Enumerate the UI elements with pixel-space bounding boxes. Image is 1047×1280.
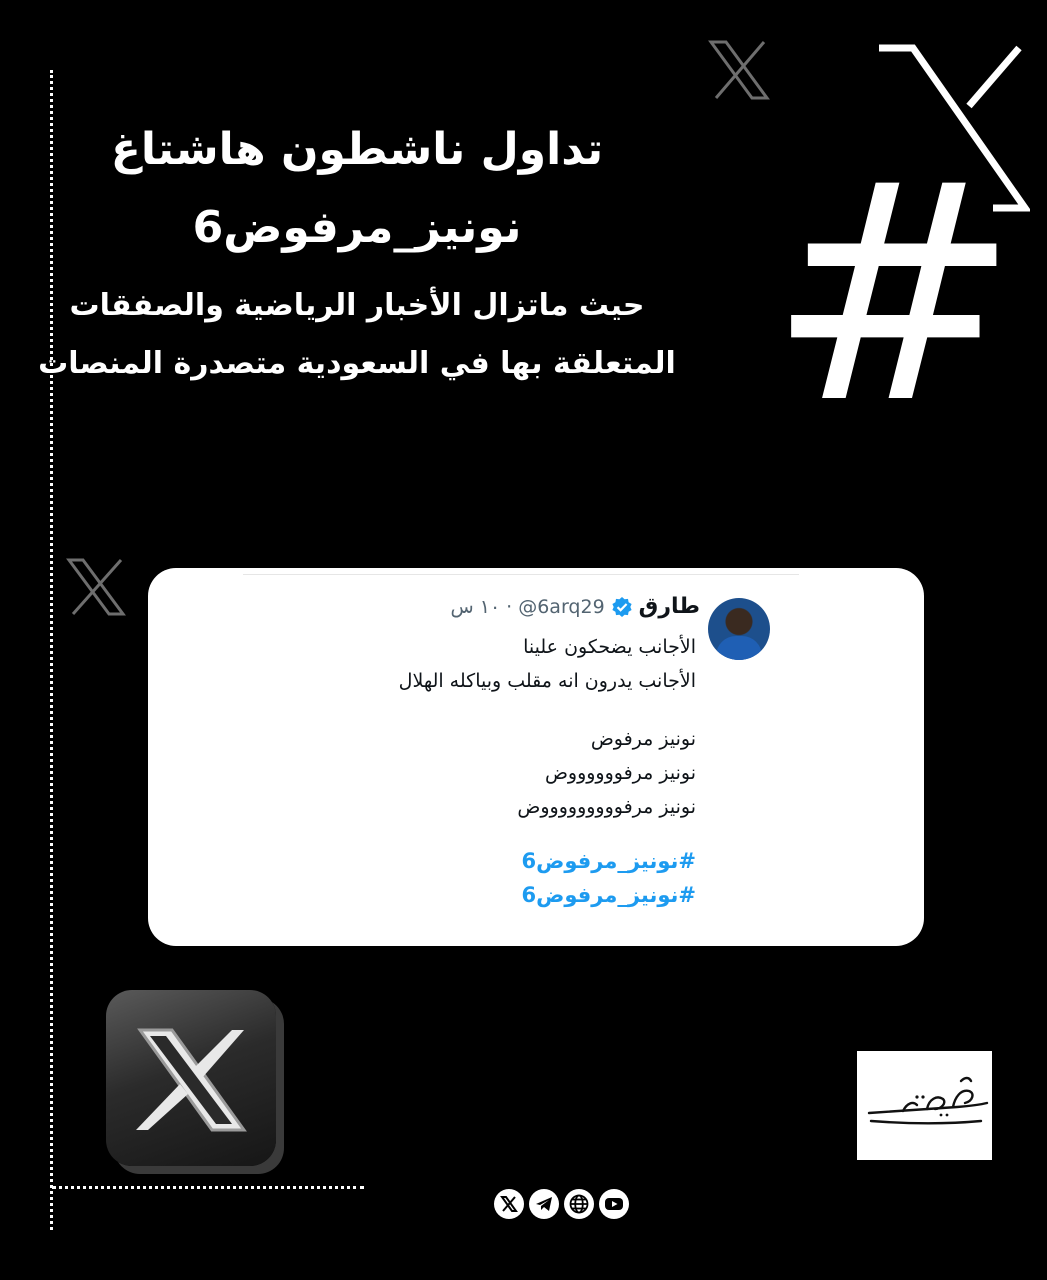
- dotted-line-horizontal: [52, 1186, 364, 1189]
- youtube-button[interactable]: [599, 1189, 629, 1219]
- youtube-icon: [599, 1189, 629, 1219]
- tweet-line: نونيز مرفوض: [590, 728, 696, 750]
- avatar[interactable]: [708, 598, 770, 660]
- tweet-hashtag-link[interactable]: #نونيز_مرفوض6: [521, 849, 696, 873]
- x-social-button[interactable]: [494, 1189, 524, 1219]
- website-button[interactable]: [564, 1189, 594, 1219]
- tweet-card[interactable]: [148, 568, 924, 946]
- x-logo-icon: [66, 558, 126, 616]
- social-icons: [494, 1189, 629, 1219]
- telegram-icon: [529, 1189, 559, 1219]
- tweet-header: [451, 594, 700, 619]
- headline-line-1: تداول ناشطون هاشتاغ: [110, 124, 604, 175]
- tweet-line: الأجانب يضحكون علينا: [523, 636, 696, 658]
- tweet-hashtag-link[interactable]: #نونيز_مرفوض6: [521, 883, 696, 907]
- verified-badge-icon: [611, 596, 633, 618]
- telegram-button[interactable]: [529, 1189, 559, 1219]
- author-handle[interactable]: @6arq29: [518, 595, 605, 618]
- x-app-icon: [106, 990, 284, 1176]
- headline-line-4: المتعلقة بها في السعودية متصدرة المنصات: [38, 346, 676, 381]
- headline-hashtag: نونيز_مرفوض6: [192, 202, 522, 253]
- x-logo-icon: [708, 40, 770, 100]
- tweet-line: نونيز مرفوووووووووض: [517, 796, 696, 818]
- x-logo-icon: [494, 1189, 524, 1219]
- headline-line-3: حيث ماتزال الأخبار الرياضية والصفقات: [69, 288, 645, 323]
- avatar-shirt: [716, 636, 762, 660]
- globe-icon: [564, 1189, 594, 1219]
- tweet-body: [176, 630, 696, 912]
- brand-logo: [857, 1051, 992, 1160]
- author-name[interactable]: طارق: [638, 594, 700, 619]
- divider: [243, 574, 799, 575]
- headline: [27, 120, 687, 392]
- separator-dot: ·: [506, 595, 513, 618]
- tweet-line: الأجانب يدرون انه مقلب وبياكله الهلال: [398, 670, 696, 692]
- tweet-line: نونيز مرفووووووض: [544, 762, 696, 784]
- calligraphy-logo-icon: [857, 1051, 992, 1160]
- tweet-time[interactable]: ١٠ س: [450, 595, 501, 618]
- hashtag-symbol: #: [768, 120, 1020, 469]
- x-logo-icon: [136, 1028, 248, 1132]
